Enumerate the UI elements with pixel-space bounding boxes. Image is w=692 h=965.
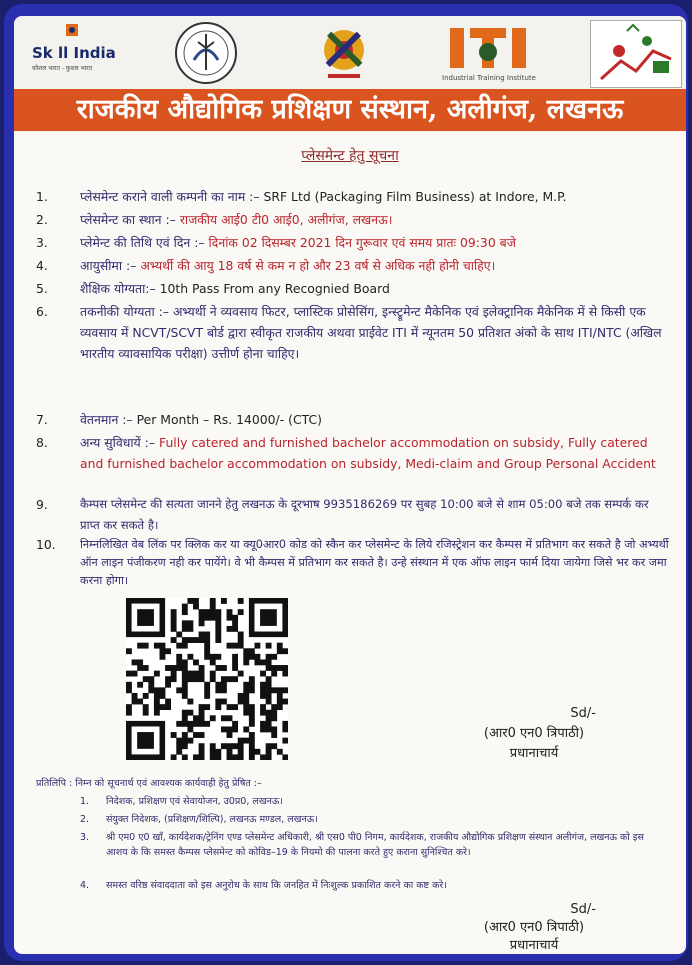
signatory-name: (आर0 एन0 त्रिपाठी): [483, 920, 585, 935]
item-number: 5.: [36, 281, 48, 296]
copy-to-number: 3.: [80, 832, 90, 843]
item-label: आयुसीमा :–: [80, 258, 137, 273]
item-number: 2.: [36, 212, 48, 227]
copy-to-heading: प्रतिलिपि : निम्न को सूचनार्थ एवं आवश्यक कार्यवाही हेतु प्रेषित :–: [36, 778, 262, 789]
item-value: Fully catered and furnished bachelor accommodation on subsidy, Fully catered and furnished bachelor accommodation on subsidy, Medi-claim and Group Personal Accident: [80, 435, 656, 471]
item-value: SRF Ltd (Packaging Film Business) at Indore, M.P.: [263, 189, 567, 204]
copy-to-text: निदेशक, प्रशिक्षण एवं सेवायोजन, उ0प्र0, लखनऊ।: [106, 796, 283, 807]
item-number: 1.: [36, 189, 48, 204]
notice-title: प्लेसमेन्ट हेतु सूचना: [301, 148, 399, 164]
item-label: प्लेसमेन्ट कराने वाली कम्पनी का नाम :–: [80, 189, 260, 204]
up-emblem-logo: [172, 20, 242, 86]
qr-code-icon: [126, 598, 288, 760]
item-value: राजकीय आई0 टी0 आई0, अलीगंज, लखनऊ।: [179, 212, 393, 227]
skill-development-icon: [591, 21, 681, 87]
state-emblem-icon: [172, 20, 242, 86]
item-value: निम्नलिखित वेब लिंक पर क्लिक कर या क्यू0आर0 कोड को स्कैन कर प्लेसमेन्ट के लिये रजिस्ट्रेशन कर कैम्पस में प्रतिभाग कर सकते है जो अभ्यर्थी ऑन लाइन पंजीकरण नही कर पायेंगे। वे भी कैम्पस में प्रतिभाग कर सकते है। उन्हे संस्थान में एक ऑफ लाइन फार्म दिया जायेगा जिसे भर कर जमा करना होगा।: [80, 538, 669, 587]
copy-to-number: 4.: [80, 880, 90, 891]
item-number: 7.: [36, 412, 48, 427]
item-number: 8.: [36, 435, 48, 450]
item-value: दिनांक 02 दिसम्बर 2021 दिन गुरूवार एवं समय प्रातः 09:30 बजे: [208, 235, 516, 250]
copy-to-text: समस्त वरिष्ठ संवाददाता को इस अनुरोध के साथ कि जनहित में निःशुल्क प्रकाशित करने का कष्ट करे।: [106, 880, 447, 891]
registration-qr-code[interactable]: [126, 598, 288, 760]
item-value: अभ्यर्थी की आयु 18 वर्ष से कम न हो और 23 वर्ष से अधिक नही होनी चाहिए।: [140, 258, 496, 273]
item-number: 4.: [36, 258, 48, 273]
signature-block-1: [454, 706, 614, 761]
item-number: 6.: [36, 304, 48, 319]
item-label: तकनीकी योग्यता :–: [80, 304, 169, 319]
skill-india-tagline: कौशल भारत - कुशल भारत: [32, 65, 93, 72]
iti-caption: Industrial Training Institute: [442, 74, 536, 82]
iti-emblem-icon: [442, 20, 552, 72]
signatory-name: (आर0 एन0 त्रिपाठी): [483, 726, 585, 741]
signature-block-2: [454, 902, 614, 953]
item-value: कैम्पस प्लेसमेन्ट की सत्यता जानने हेतु लखनऊ के दूरभाष 9935186269 पर सुबह 10:00 बजे से शाम 05:00 बजे तक सम्पर्क कर प्राप्त कर सकते है।: [80, 497, 649, 532]
iti-logo: [442, 20, 552, 90]
gear-tools-icon: [314, 20, 374, 86]
item-label: प्लेसमेन्ट का स्थान :–: [80, 212, 176, 227]
signatory-designation: प्रधानाचार्य: [509, 938, 559, 953]
item-value: 10th Pass From any Recognied Board: [159, 281, 390, 296]
item-number: 9.: [36, 497, 48, 512]
copy-to-number: 1.: [80, 796, 90, 807]
institute-title: राजकीय औद्योगिक प्रशिक्षण संस्थान, अलीगंज, लखनऊ: [14, 89, 686, 131]
page-frame: [4, 4, 688, 961]
logo-row: [14, 16, 686, 92]
signature-mark: Sd/-: [570, 902, 596, 917]
item-value: Per Month – Rs. 14000/- (CTC): [136, 412, 322, 427]
item-label: शैक्षिक योग्यता:–: [80, 281, 156, 296]
skill-tools-logo: [314, 20, 374, 86]
signature-mark: Sd/-: [570, 706, 596, 721]
item-label: वेतनमान :–: [80, 412, 133, 427]
skill-india-logo: [28, 20, 128, 84]
signatory-designation: प्रधानाचार्य: [509, 746, 559, 761]
item-label: प्लेमेन्ट की तिथि एवं दिन :–: [80, 235, 205, 250]
notice-document: [14, 16, 686, 954]
skill-badge-logo: [590, 20, 682, 88]
header-banner: [14, 16, 686, 132]
skill-india-text: Sk ll India: [32, 44, 116, 62]
copy-to-text: श्री एम0 ए0 खाँ, कार्यदेशक/ट्रेनिंग एण्ड प्लेसमेन्ट अधिकारी, श्री एस0 पी0 निगम, कार्यदेशक, राजकीय औद्योगिक प्रशिक्षण संस्थान अलीगंज, लखनऊ को इस आशय के कि समस्त कैम्पस प्लेसमेन्ट को कोविड–19 के नियमो की पालना करते हुए कराना सुनिश्चित करे।: [106, 832, 644, 858]
copy-to-number: 2.: [80, 814, 90, 825]
copy-to-text: संयुक्त निदेशक, (प्रशिक्षण/शिल्पि), लखनऊ मण्डल, लखनऊ।: [106, 814, 318, 825]
item-number: 10.: [36, 537, 56, 552]
item-label: अन्य सुविधायें :–: [80, 435, 156, 450]
item-number: 3.: [36, 235, 48, 250]
item-value: अभ्यर्थी ने व्यवसाय फिटर, प्लास्टिक प्रोसेसिंग, इन्स्ट्रूमेन्ट मैकेनिक एवं इलेक्ट्रानिक मैकेनिक में से किसी एक व्यवसाय में NCVT/SCVT बोर्ड द्वारा स्वीकृत राजकीय अथवा प्राईवेट ITI में न्यूनतम 50 प्रतिशत अंको के साथ ITI/NTC (अखिल भारतीय व्यावसायिक परीक्षा) उत्तीर्ण होना चाहिए।: [80, 304, 662, 361]
